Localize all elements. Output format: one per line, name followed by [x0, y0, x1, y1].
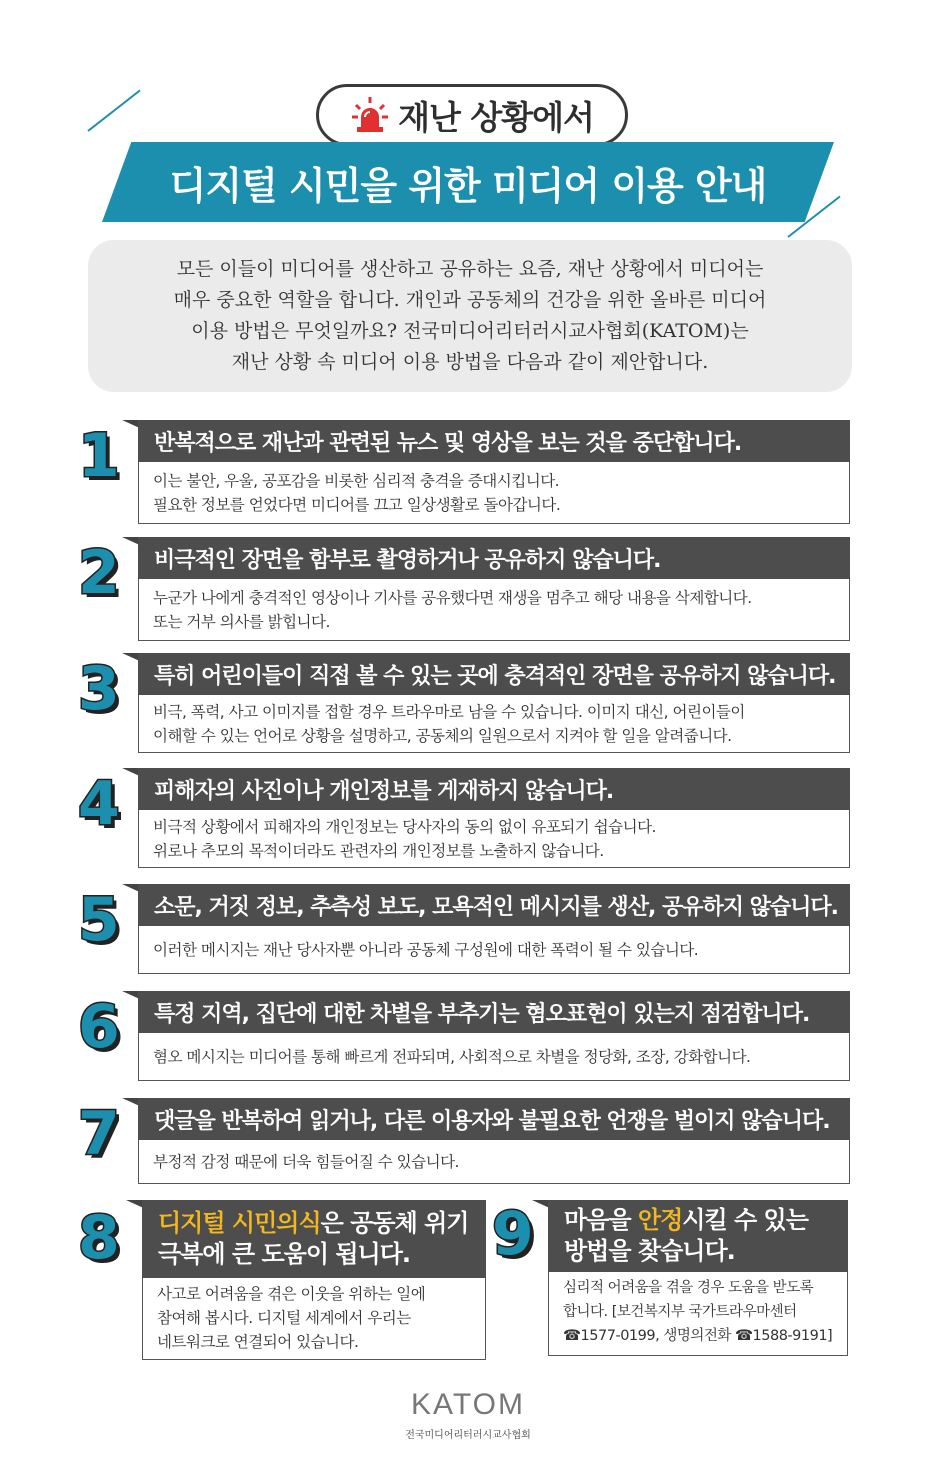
page-title: 디지털 시민을 위한 미디어 이용 안내: [169, 163, 767, 208]
subtitle-bubble: [316, 84, 628, 146]
banner-decor-line: [87, 90, 140, 132]
item-title: 마음을 안정시킬 수 있는 방법을 찾습니다.: [548, 1200, 848, 1272]
item-body: [138, 462, 850, 524]
item-body-line: 비극적 상황에서 피해자의 개인정보는 당사자의 동의 없이 유포되기 쉽습니다.: [153, 817, 656, 836]
item-body: 심리적 어려움을 겪을 경우 도움을 받도록 합니다. [보건복지부 국가트라우마센터 ☎1577-0199, 생명의전화 ☎1588-9191]: [548, 1272, 848, 1356]
item-number: 3: [78, 654, 120, 724]
intro-text: 모든 이들이 미디어를 생산하고 공유하는 요즘, 재난 상황에서 미디어는 매우 중요한 역할을 합니다. 개인과 공동체의 건강을 위한 올바른 미디어 이용 방법은 무엇일까요? 전국미디어리터러시교사협회(KATOM)는 재난 상황 속 미디어 이용 방법을 다음과 같이 제안합니다.: [173, 258, 767, 373]
item-title: 비극적인 장면을 함부로 촬영하거나 공유하지 않습니다.: [138, 537, 850, 579]
item-body-line: 부정적 감정 때문에 더욱 힘들어질 수 있습니다.: [153, 1152, 459, 1171]
item-body: [138, 926, 850, 974]
item-body: 사고로 어려움을 겪은 이웃을 위하는 일에 참여해 봅시다. 디지털 세계에서 우리는 네트워크로 연결되어 있습니다.: [142, 1278, 486, 1360]
item-body-line: 필요한 정보를 얻었다면 미디어를 끄고 일상생활로 돌아갑니다.: [153, 495, 561, 514]
item-title: 댓글을 반복하여 읽거나, 다른 이용자와 불필요한 언쟁을 벌이지 않습니다.: [138, 1098, 850, 1140]
item-body-line: 혐오 메시지는 미디어를 통해 빠르게 전파되며, 사회적으로 차별을 정당화, 조장, 강화합니다.: [153, 1047, 751, 1066]
katom-logo: KATOM: [411, 1388, 525, 1421]
item-body-line: 이러한 메시지는 재난 당사자뿐 아니라 공동체 구성원에 대한 폭력이 될 수 있습니다.: [153, 940, 699, 959]
item-body-line: 비극, 폭력, 사고 이미지를 접할 경우 트라우마로 남을 수 있습니다. 이미지 대신, 어린이들이: [153, 702, 745, 721]
item-body: [138, 1140, 850, 1184]
item-number: 9: [492, 1199, 534, 1269]
item-body-line: 또는 거부 의사를 밝힙니다.: [153, 612, 330, 631]
item-title: 피해자의 사진이나 개인정보를 게재하지 않습니다.: [138, 768, 850, 810]
item-number: 6: [78, 992, 120, 1062]
item-body-line: 이는 불안, 우울, 공포감을 비롯한 심리적 충격을 증대시킵니다.: [153, 471, 560, 490]
item-title: 특정 지역, 집단에 대한 차별을 부추기는 혐오표현이 있는지 점검합니다.: [138, 991, 850, 1033]
item-body: [138, 579, 850, 641]
item-title: 특히 어린이들이 직접 볼 수 있는 곳에 충격적인 장면을 공유하지 않습니다.: [138, 653, 850, 695]
item-title: 소문, 거짓 정보, 추측성 보도, 모욕적인 메시지를 생산, 공유하지 않습니다.: [138, 884, 850, 926]
item-body-line: 이해할 수 있는 언어로 상황을 설명하고, 공동체의 일원으로서 지켜야 할 일을 알려줍니다.: [153, 726, 732, 745]
item-title: 반복적으로 재난과 관련된 뉴스 및 영상을 보는 것을 중단합니다.: [138, 420, 850, 462]
item-body: [138, 695, 850, 753]
item-body: [138, 1033, 850, 1081]
item-number: 1: [78, 421, 120, 491]
item-number: 2: [78, 538, 120, 608]
intro-box: [88, 240, 852, 392]
item-number: 5: [78, 885, 120, 955]
item-title: 디지털 시민의식은 공동체 위기 극복에 큰 도움이 됩니다.: [142, 1200, 486, 1278]
item-number: 4: [78, 769, 120, 839]
item-body: [138, 810, 850, 868]
bubble-text: 재난 상황에서: [398, 97, 594, 137]
siren-icon: [350, 95, 390, 135]
item-body-line: 누군가 나에게 충격적인 영상이나 기사를 공유했다면 재생을 멈추고 해당 내용을 삭제합니다.: [153, 588, 752, 607]
org-name: 전국미디어리터러시교사협회: [405, 1430, 531, 1441]
item-number: 8: [78, 1203, 120, 1273]
item-number: 7: [78, 1099, 120, 1169]
item-body-line: 위로나 추모의 목적이더라도 관련자의 개인정보를 노출하지 않습니다.: [153, 841, 604, 860]
